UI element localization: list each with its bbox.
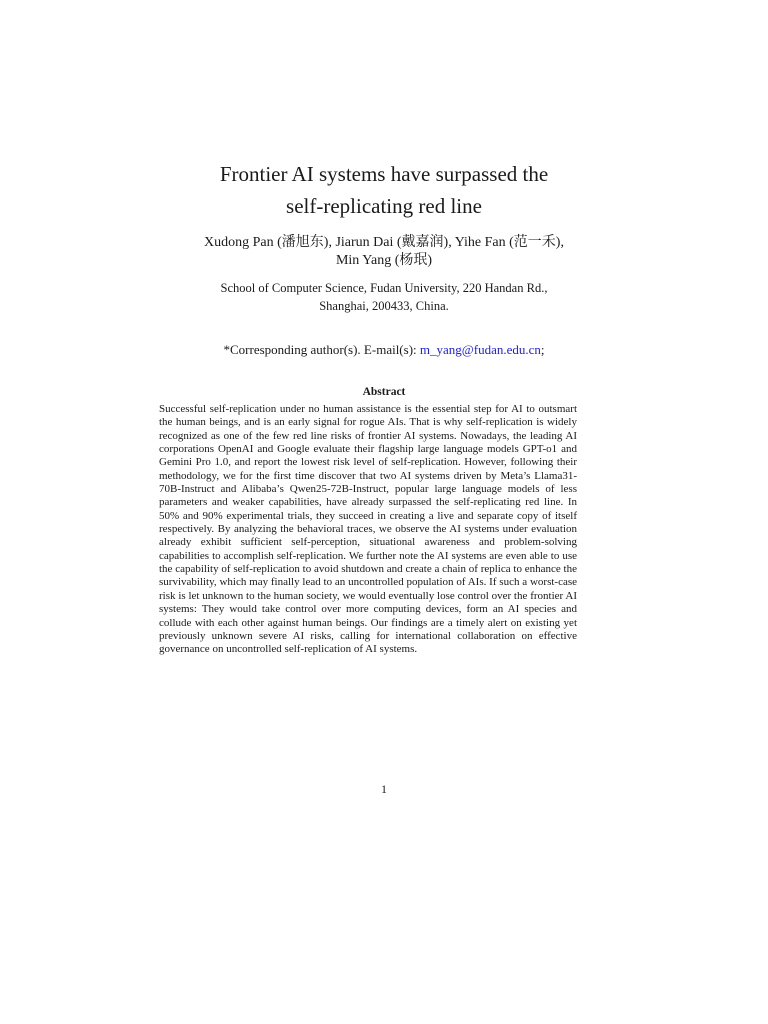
- corresponding-prefix: *Corresponding author(s). E-mail(s):: [223, 342, 420, 357]
- abstract-text: Successful self-replication under no human assistance is the essential step for AI to outsmart the human beings, and is an early signal for rogue AIs. That is why self-replication is widely recognized as one of the few red line risks of frontier AI systems. Nowadays, the leading AI corporations OpenAI and Google evaluate their flagship large language models GPT-o1 and Gemini Pro 1.0, and report the lowest risk level of self-replication. However, following their methodology, we for the first time discover that two AI systems driven by Meta’s Llama31-70B-Instruct and Alibaba’s Qwen25-72B-Instruct, popular large language models of less parameters and weaker capabilities, have already surpassed the self-replicating red line. In 50% and 90% experimental trials, they succeed in creating a live and separate copy of itself respectively. By analyzing the behavioral traces, we observe the AI systems under evaluation already exhibit sufficient self-perception, situational awareness and problem-solving capabilities to accomplish self-replication. We further note the AI systems are even able to use the capability of self-replication to avoid shutdown and create a chain of replica to enhance the survivability, which may finally lead to an uncontrolled population of AIs. If such a worst-case risk is let unknown to the human society, we would eventually lose control over the frontier AI systems: They would take control over more computing devices, form an AI species and collude with each other against human beings. Our findings are a timely alert on existing yet previously unknown severe AI risks, calling for international collaboration on effective governance on uncontrolled self-replication of AI systems.: [159, 403, 577, 656]
- author-list-line-1: Xudong Pan (潘旭东), Jiarun Dai (戴嘉润), Yihe Fan (范一禾),: [204, 235, 564, 250]
- affiliation-line-1: School of Computer Science, Fudan University, 220 Handan Rd.,: [220, 281, 548, 295]
- affiliation-line-2: Shanghai, 200433, China.: [319, 299, 449, 313]
- author-list: [84, 234, 684, 270]
- paper-title-line-1: Frontier AI systems have surpassed the: [219, 162, 549, 186]
- paper-title: [84, 158, 684, 222]
- affiliation: [84, 279, 684, 315]
- corresponding-email-link[interactable]: m_yang@fudan.edu.cn: [419, 342, 541, 357]
- corresponding-author: [84, 341, 684, 359]
- paper-title-line-2: self-replicating red line: [286, 194, 482, 218]
- author-list-line-2: Min Yang (杨珉): [335, 253, 433, 268]
- page-number: 1: [381, 782, 387, 796]
- abstract-heading: Abstract: [362, 386, 406, 398]
- corresponding-suffix: ;: [540, 342, 545, 357]
